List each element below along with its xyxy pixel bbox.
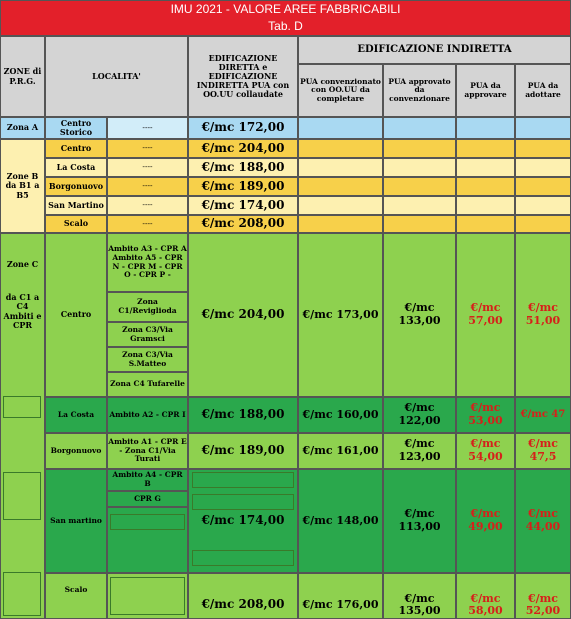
zone-a-value: €/mc 172,00 xyxy=(188,117,298,139)
zone-a-sub: ---- xyxy=(107,117,188,139)
zone-c-label-line2: da C1 a C4 xyxy=(5,292,40,312)
zone-b-empty xyxy=(298,196,383,215)
zone-b-localita: Centro xyxy=(45,139,107,158)
zone-b-empty xyxy=(515,215,571,233)
zone-c-borgonuovo-sub: Ambito A1 - CPR E - Zona C1/Via Turati xyxy=(107,433,188,469)
zone-c-sanmartino-pua1: €/mc 148,00 xyxy=(298,469,383,573)
zone-b-empty xyxy=(383,158,456,177)
zone-c-scalo-pua2: €/mc 135,00 xyxy=(383,573,456,619)
zone-c-scalo-inner-box xyxy=(110,577,185,615)
zone-c-borgonuovo-pua1: €/mc 161,00 xyxy=(298,433,383,469)
zone-b-empty xyxy=(456,215,515,233)
zone-b-empty xyxy=(298,158,383,177)
zone-b-empty xyxy=(456,177,515,196)
zone-c-scalo-pua1: €/mc 176,00 xyxy=(298,573,383,619)
zone-c-centro-diretta: €/mc 204,00 xyxy=(188,233,298,397)
zone-b-value: €/mc 189,00 xyxy=(188,177,298,196)
zone-c-centro-pua3: €/mc 57,00 xyxy=(456,233,515,397)
zone-b-localita: La Costa xyxy=(45,158,107,177)
header-pua2: PUA approvato da convenzionare xyxy=(383,64,456,117)
zone-c-sanmartino-inner-box xyxy=(110,514,185,530)
zone-c-label xyxy=(0,233,45,619)
zone-c-lacosta-pua2: €/mc 122,00 xyxy=(383,397,456,433)
zone-c-lacosta-pua1: €/mc 160,00 xyxy=(298,397,383,433)
zone-b-sub: ---- xyxy=(107,177,188,196)
zone-c-scalo-localita: Scalo xyxy=(45,573,107,619)
zone-c-scalo-diretta: €/mc 208,00 xyxy=(188,573,298,619)
zone-a-empty-4 xyxy=(515,117,571,139)
zone-c-lacosta-diretta: €/mc 188,00 xyxy=(188,397,298,433)
table-title: IMU 2021 - VALORE AREE FABBRICABILI xyxy=(0,0,571,19)
zone-b-sub: ---- xyxy=(107,158,188,177)
header-pua1: PUA convenzionato con OO.UU da completare xyxy=(298,64,383,117)
header-pua4: PUA da adottare xyxy=(515,64,571,117)
zone-c-sanmartino-diretta: €/mc 174,00 xyxy=(188,469,298,573)
zone-a-localita: Centro Storico xyxy=(45,117,107,139)
zone-b-empty xyxy=(515,158,571,177)
zone-c-scalo-pua3: €/mc 58,00 xyxy=(456,573,515,619)
zone-c-centro-pua2: €/mc 133,00 xyxy=(383,233,456,397)
zone-b-value: €/mc 188,00 xyxy=(188,158,298,177)
zone-c-centro-localita: Centro xyxy=(45,233,107,397)
zone-b-empty xyxy=(456,196,515,215)
zone-a-label: Zona A xyxy=(0,117,45,139)
zone-b-empty xyxy=(298,215,383,233)
zone-c-scalo-pua4: €/mc 52,00 xyxy=(515,573,571,619)
zone-c-borgonuovo-pua3: €/mc 54,00 xyxy=(456,433,515,469)
table-subtitle: Tab. D xyxy=(0,19,571,36)
zone-b-sub: ---- xyxy=(107,196,188,215)
zone-b-empty xyxy=(456,158,515,177)
zone-b-value: €/mc 204,00 xyxy=(188,139,298,158)
zone-c-sanmartino-pua2: €/mc 113,00 xyxy=(383,469,456,573)
zone-b-empty xyxy=(515,177,571,196)
zone-b-empty xyxy=(456,139,515,158)
zone-c-inner-box xyxy=(3,396,41,418)
zone-b-empty xyxy=(383,177,456,196)
zone-b-localita: San Martino xyxy=(45,196,107,215)
zone-c-inner-box xyxy=(3,572,41,616)
zone-c-label-line3: Ambiti e CPR xyxy=(3,310,42,330)
zone-a-empty-3 xyxy=(456,117,515,139)
zone-c-lacosta-sub: Ambito A2 - CPR I xyxy=(107,397,188,433)
zone-c-sanmartino-inner-box xyxy=(192,472,294,488)
header-zone: ZONE di P.R.G. xyxy=(0,36,45,117)
zone-b-sub: ---- xyxy=(107,139,188,158)
zone-c-centro-sub: Zona C3/Via Gramsci xyxy=(107,322,188,347)
header-indiretta: EDIFICAZIONE INDIRETTA xyxy=(298,36,571,64)
zone-b-localita: Borgonuovo xyxy=(45,177,107,196)
zone-c-centro-pua4: €/mc 51,00 xyxy=(515,233,571,397)
zone-b-empty xyxy=(383,196,456,215)
zone-b-empty xyxy=(298,177,383,196)
zone-c-centro-sub: Ambito A3 - CPR A Ambito A5 - CPR N - CPR M - CPR O - CPR P - xyxy=(107,233,188,292)
zone-c-borgonuovo-pua4: €/mc 47,5 xyxy=(515,433,571,469)
zone-c-lacosta-pua3: €/mc 53,00 xyxy=(456,397,515,433)
zone-c-sanmartino-sub: Ambito A4 - CPR B xyxy=(107,469,188,491)
zone-c-label-line1: Zone C xyxy=(6,259,39,269)
zone-b-value: €/mc 208,00 xyxy=(188,215,298,233)
zone-c-lacosta-localita: La Costa xyxy=(45,397,107,433)
zone-b-empty xyxy=(383,215,456,233)
header-localita: LOCALITA' xyxy=(45,36,188,117)
zone-c-borgonuovo-localita: Borgonuovo xyxy=(45,433,107,469)
zone-a-empty-2 xyxy=(383,117,456,139)
header-diretta: EDIFICAZIONE DIRETTA e EDIFICAZIONE INDIRETTA PUA con OO.UU collaudate xyxy=(188,36,298,117)
zone-c-centro-pua1: €/mc 173,00 xyxy=(298,233,383,397)
zone-c-sanmartino-pua4: €/mc 44,00 xyxy=(515,469,571,573)
zone-c-inner-box xyxy=(3,472,41,520)
zone-b-empty xyxy=(298,139,383,158)
zone-b-sub: ---- xyxy=(107,215,188,233)
zone-b-localita: Scalo xyxy=(45,215,107,233)
zone-c-sanmartino-pua3: €/mc 49,00 xyxy=(456,469,515,573)
zone-c-sanmartino-inner-box xyxy=(192,494,294,510)
zone-c-sanmartino-inner-box xyxy=(192,550,294,566)
zone-c-borgonuovo-diretta: €/mc 189,00 xyxy=(188,433,298,469)
zone-b-label: Zone B da B1 a B5 xyxy=(0,139,45,233)
zone-b-empty xyxy=(383,139,456,158)
zone-c-centro-sub: Zona C4 Tufarelle xyxy=(107,372,188,397)
zone-c-centro-sub: Zona C3/Via S.Matteo xyxy=(107,347,188,372)
zone-b-value: €/mc 174,00 xyxy=(188,196,298,215)
zone-c-centro-sub: Zona C1/Reviglioda xyxy=(107,292,188,322)
zone-c-lacosta-pua4: €/mc 47 xyxy=(515,397,571,433)
zone-a-empty-1 xyxy=(298,117,383,139)
zone-c-sanmartino-localita: San martino xyxy=(45,469,107,573)
zone-c-sanmartino-sub: CPR G xyxy=(107,491,188,507)
zone-c-borgonuovo-pua2: €/mc 123,00 xyxy=(383,433,456,469)
zone-b-empty xyxy=(515,139,571,158)
header-pua3: PUA da approvare xyxy=(456,64,515,117)
zone-b-empty xyxy=(515,196,571,215)
